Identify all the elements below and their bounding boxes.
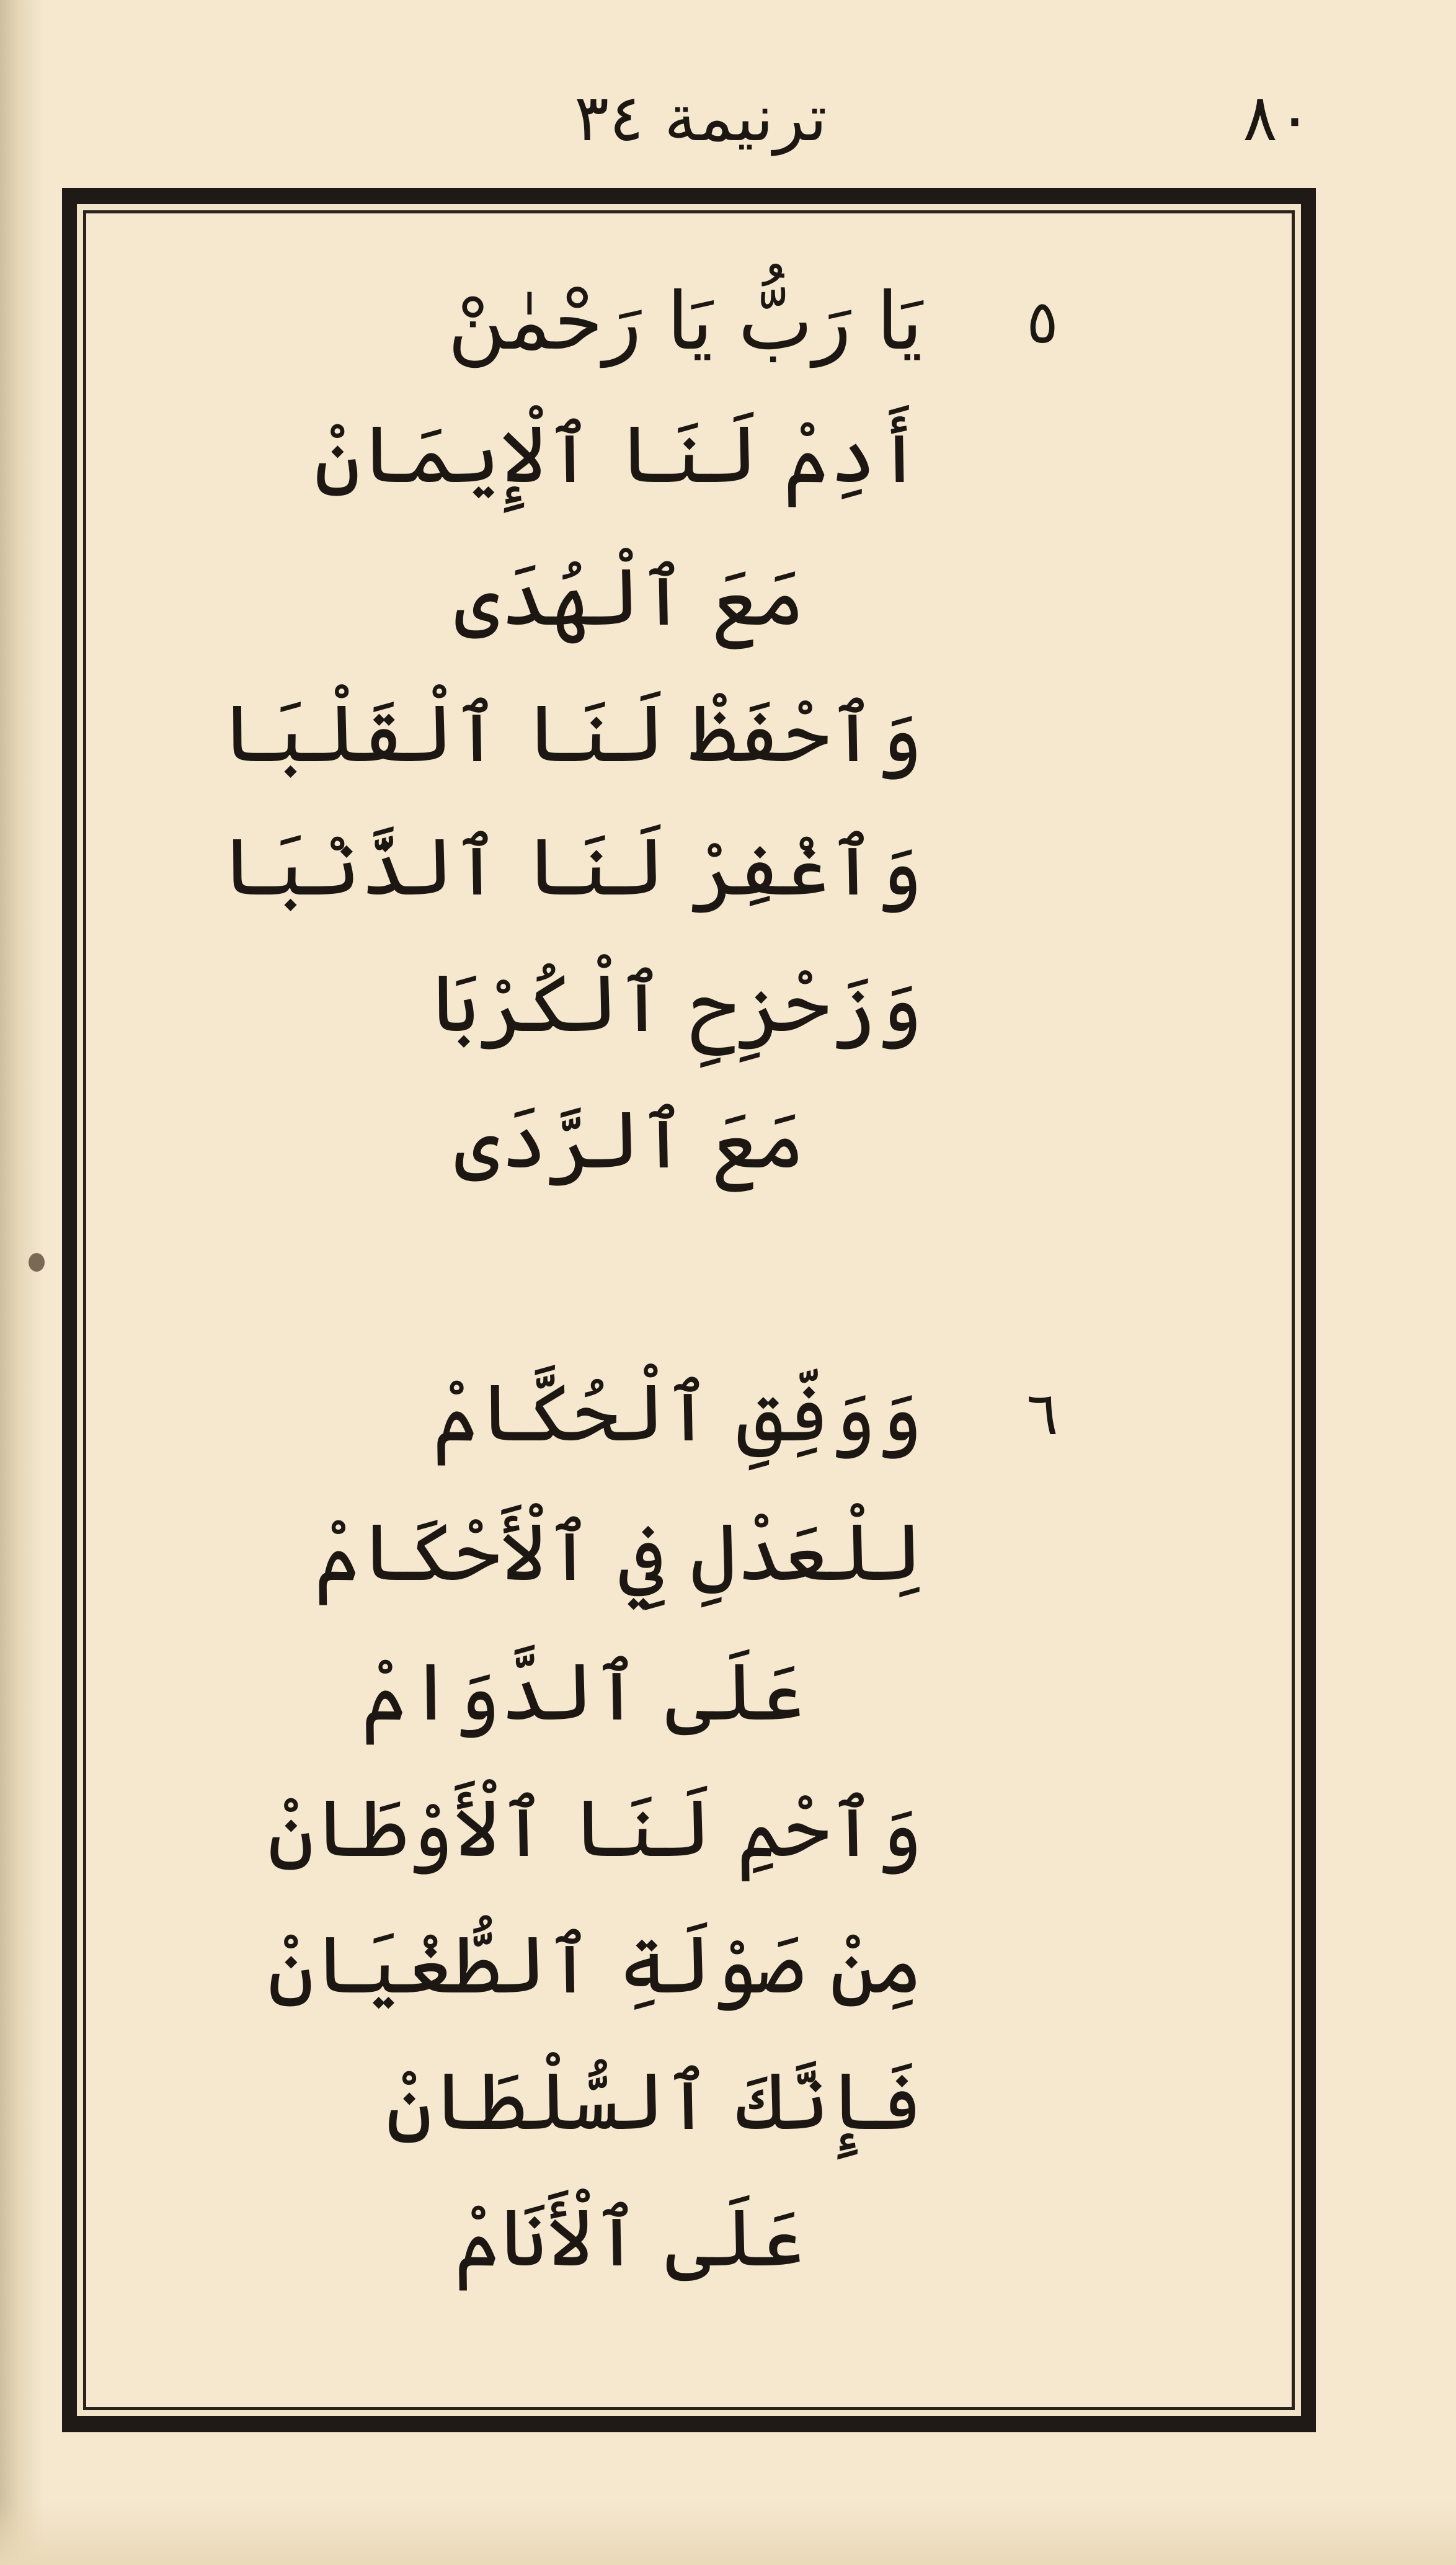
running-header — [0, 71, 1456, 164]
verse-line: وَٱحْمِ لَنَا ٱلْأَوْطَانْ — [267, 1783, 923, 1875]
verse-line: يَا رَبُّ يَا رَحْمٰنْ — [448, 275, 923, 368]
verse-line: وَوَفِّقِ ٱلْحُكَّامْ — [432, 1367, 923, 1460]
verse-line: وَٱحْفَظْ لَنَا ٱلْقَلْبَا — [221, 688, 923, 780]
page-bottom-shadow — [0, 2500, 1456, 2565]
verse-line: عَلَى ٱلدَّوَامْ — [361, 1646, 805, 1739]
verse-number: ٦ — [1026, 1379, 1059, 1448]
binding-hole — [29, 1253, 45, 1272]
verse-line: لِلْعَدْلِ فِي ٱلْأَحْكَامْ — [314, 1507, 923, 1599]
verse-line: مَعَ ٱلْهُدَى — [454, 551, 805, 644]
page-gutter-shadow — [0, 0, 43, 2565]
verse-number: ٥ — [1026, 287, 1059, 357]
verse-line: وَزَحْزِحِ ٱلْكُرْبَا — [432, 958, 923, 1050]
verse-line: عَلَى ٱلْأَنَامْ — [454, 2192, 805, 2285]
verse-line: مَعَ ٱلرَّدَى — [454, 1094, 805, 1187]
hymn-title: ترنيمة ٣٤ — [574, 80, 827, 156]
verse-line: فَإِنَّكَ ٱلسُّلْطَانْ — [386, 2056, 923, 2148]
verse-line: مِنْ صَوْلَةِ ٱلطُّغْيَانْ — [267, 1919, 923, 2012]
page-number: ٨٠ — [1243, 80, 1312, 156]
verse-line: وَٱغْفِرْ لَنَا ٱلذَّنْبَا — [221, 821, 923, 914]
verse-line: أَدِمْ لَنَا ٱلْإِيمَانْ — [314, 409, 923, 501]
hymn-verses — [83, 210, 1295, 2410]
